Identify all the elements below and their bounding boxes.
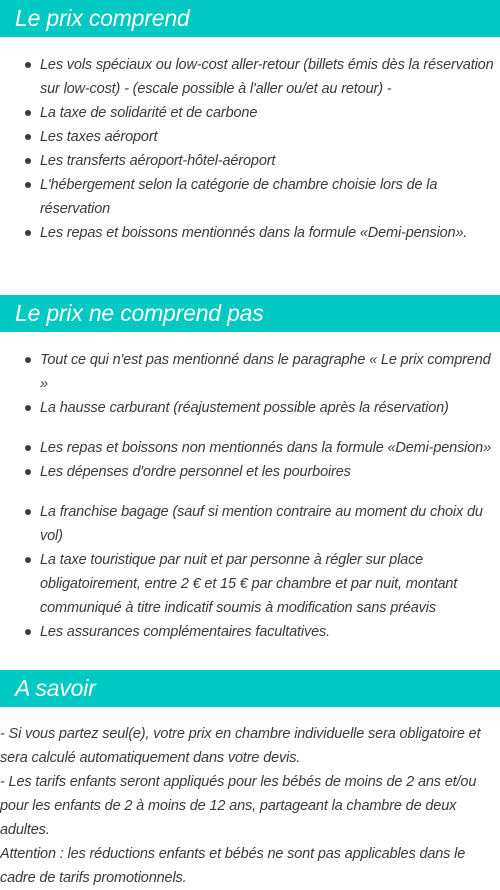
list-item: La taxe de solidarité et de carbone [0,101,500,125]
list-item: Les dépenses d'ordre personnel et les pourboires [0,460,500,484]
paragraph: - Les tarifs enfants seront appliqués pour les bébés de moins de 2 ans et/ou pour les enfants de 2 à moins de 12 ans, partageant la chambre de deux adultes. [0,774,477,838]
list-item: Les vols spéciaux ou low-cost aller-retour (billets émis dès la réservation sur low-cost) - (escale possible à l'aller ou/et au retour) - [0,53,500,101]
list-item: L'hébergement selon la catégorie de chambre choisie lors de la réservation [0,173,500,221]
list-item: Les repas et boissons mentionnés dans la formule «Demi-pension». [0,221,500,245]
paragraph: - Si vous partez seul(e), votre prix en chambre individuelle sera obligatoire et sera calculé automatiquement dans votre devis. [0,726,481,766]
list-item: La hausse carburant (réajustement possible après la réservation) [0,396,500,420]
list-item: Les repas et boissons non mentionnés dans la formule «Demi-pension» [0,436,500,460]
list-item: Les transferts aéroport-hôtel-aéroport [0,149,500,173]
included-list [0,53,500,245]
paragraph: Attention : les réductions enfants et bébés ne sont pas applicables dans le cadre de tarifs promotionnels. [0,846,466,886]
section-title-prix-comprend: Le prix comprend [0,0,500,37]
list-item: Tout ce qui n'est pas mentionné dans le paragraphe « Le prix comprend » [0,348,500,396]
list-item: Les taxes aéroport [0,125,500,149]
section-title-a-savoir: A savoir [0,670,500,707]
list-item: Les assurances complémentaires facultatives. [0,620,500,644]
a-savoir-text [0,722,500,890]
section-title-prix-ne-comprend-pas: Le prix ne comprend pas [0,295,500,332]
list-item: La taxe touristique par nuit et par personne à régler sur place obligatoirement, entre 2 € et 15 € par chambre et par nuit, montant communiqué à titre indicatif soumis à modification sans préavis [0,548,500,620]
list-item: La franchise bagage (sauf si mention contraire au moment du choix du vol) [0,500,500,548]
not-included-list [0,348,500,644]
